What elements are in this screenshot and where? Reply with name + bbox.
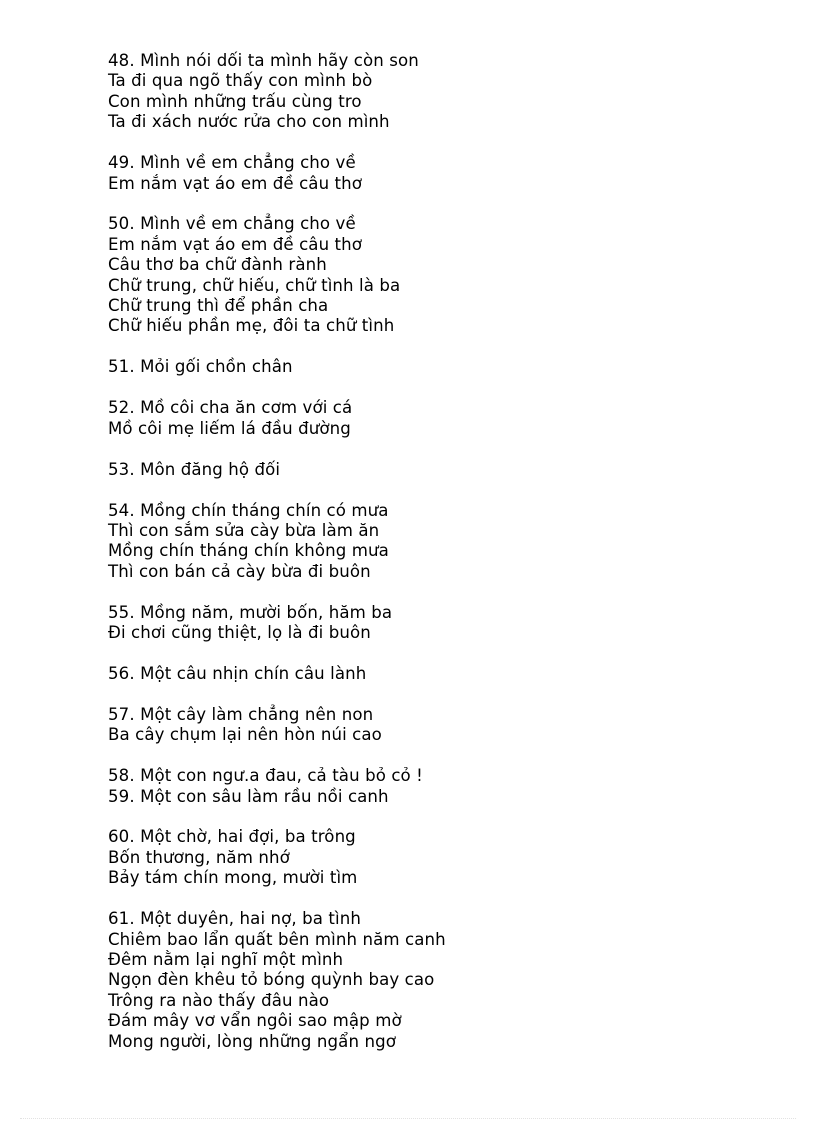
verse-line: 53. Môn đăng hộ đối <box>108 459 281 479</box>
verse-line: 49. Mình về em chẳng cho về <box>108 153 356 173</box>
verse-line: Ba cây chụm lại nên hòn núi cao <box>108 725 382 745</box>
verse-line: Trông ra nào thấy đâu nào <box>108 990 330 1010</box>
document-page <box>108 51 788 1073</box>
page-bottom-divider <box>20 1118 796 1119</box>
verse-line: 56. Một câu nhịn chín câu lành <box>108 663 367 683</box>
verse-line: Ta đi xách nước rửa cho con mình <box>108 112 390 132</box>
verse-line: 58. Một con ngư.a đau, cả tàu bỏ cỏ ! <box>108 766 423 786</box>
stanza-54 <box>108 501 788 583</box>
verse-line: Mong người, lòng những ngẩn ngơ <box>108 1031 396 1051</box>
verse-line: Thì con sắm sửa cày bừa làm ăn <box>108 520 380 540</box>
verse-line: Chữ trung, chữ hiếu, chữ tình là ba <box>108 275 401 295</box>
stanza-53 <box>108 460 788 480</box>
verse-line: 55. Mồng năm, mười bốn, hăm ba <box>108 602 393 622</box>
verse-line: 50. Mình về em chẳng cho về <box>108 214 356 234</box>
verse-line: 61. Một duyên, hai nợ, ba tình <box>108 909 361 929</box>
verse-line: Bốn thương, năm nhớ <box>108 847 290 867</box>
verse-line: Ngọn đèn khêu tỏ bóng quỳnh bay cao <box>108 970 435 990</box>
stanza-61 <box>108 909 788 1052</box>
verse-line: Ta đi qua ngõ thấy con mình bò <box>108 71 373 91</box>
verse-line: Mồ côi mẹ liếm lá đầu đường <box>108 418 351 438</box>
verse-line: Em nắm vạt áo em đề câu thơ <box>108 234 363 254</box>
verse-line: 51. Mỏi gối chồn chân <box>108 357 293 377</box>
verse-line: 57. Một cây làm chẳng nên non <box>108 704 374 724</box>
verse-line: 54. Mồng chín tháng chín có mưa <box>108 500 389 520</box>
stanza-48 <box>108 51 788 133</box>
stanza-56 <box>108 664 788 684</box>
verse-line: Chữ hiếu phần mẹ, đôi ta chữ tình <box>108 316 395 336</box>
stanza-52 <box>108 398 788 439</box>
verse-line: 52. Mồ côi cha ăn cơm với cá <box>108 398 353 418</box>
stanza-58-59 <box>108 766 788 807</box>
verse-line: Em nắm vạt áo em đề câu thơ <box>108 173 363 193</box>
verse-line: 59. Một con sâu làm rầu nồi canh <box>108 786 389 806</box>
verse-line: Chiêm bao lẩn quất bên mình năm canh <box>108 929 446 949</box>
verse-line: Thì con bán cả cày bừa đi buôn <box>108 561 371 581</box>
verse-line: Đám mây vơ vẩn ngôi sao mập mờ <box>108 1011 402 1031</box>
verse-line: 60. Một chờ, hai đợi, ba trông <box>108 827 356 847</box>
verse-line: Bảy tám chín mong, mười tìm <box>108 868 358 888</box>
verse-line: 48. Mình nói dối ta mình hãy còn son <box>108 51 419 70</box>
verse-line: Con mình những trấu cùng tro <box>108 91 362 111</box>
verse-line: Chữ trung thì để phần cha <box>108 296 329 316</box>
verse-line: Mồng chín tháng chín không mưa <box>108 541 389 561</box>
verse-line: Câu thơ ba chữ đành rành <box>108 255 327 275</box>
stanza-50 <box>108 214 788 336</box>
stanza-51 <box>108 357 788 377</box>
verse-line: Đi chơi cũng thiệt, lọ là đi buôn <box>108 623 371 643</box>
stanza-55 <box>108 603 788 644</box>
stanza-49 <box>108 153 788 194</box>
verse-line: Đêm nằm lại nghĩ một mình <box>108 950 344 969</box>
stanza-57 <box>108 705 788 746</box>
stanza-60 <box>108 827 788 888</box>
